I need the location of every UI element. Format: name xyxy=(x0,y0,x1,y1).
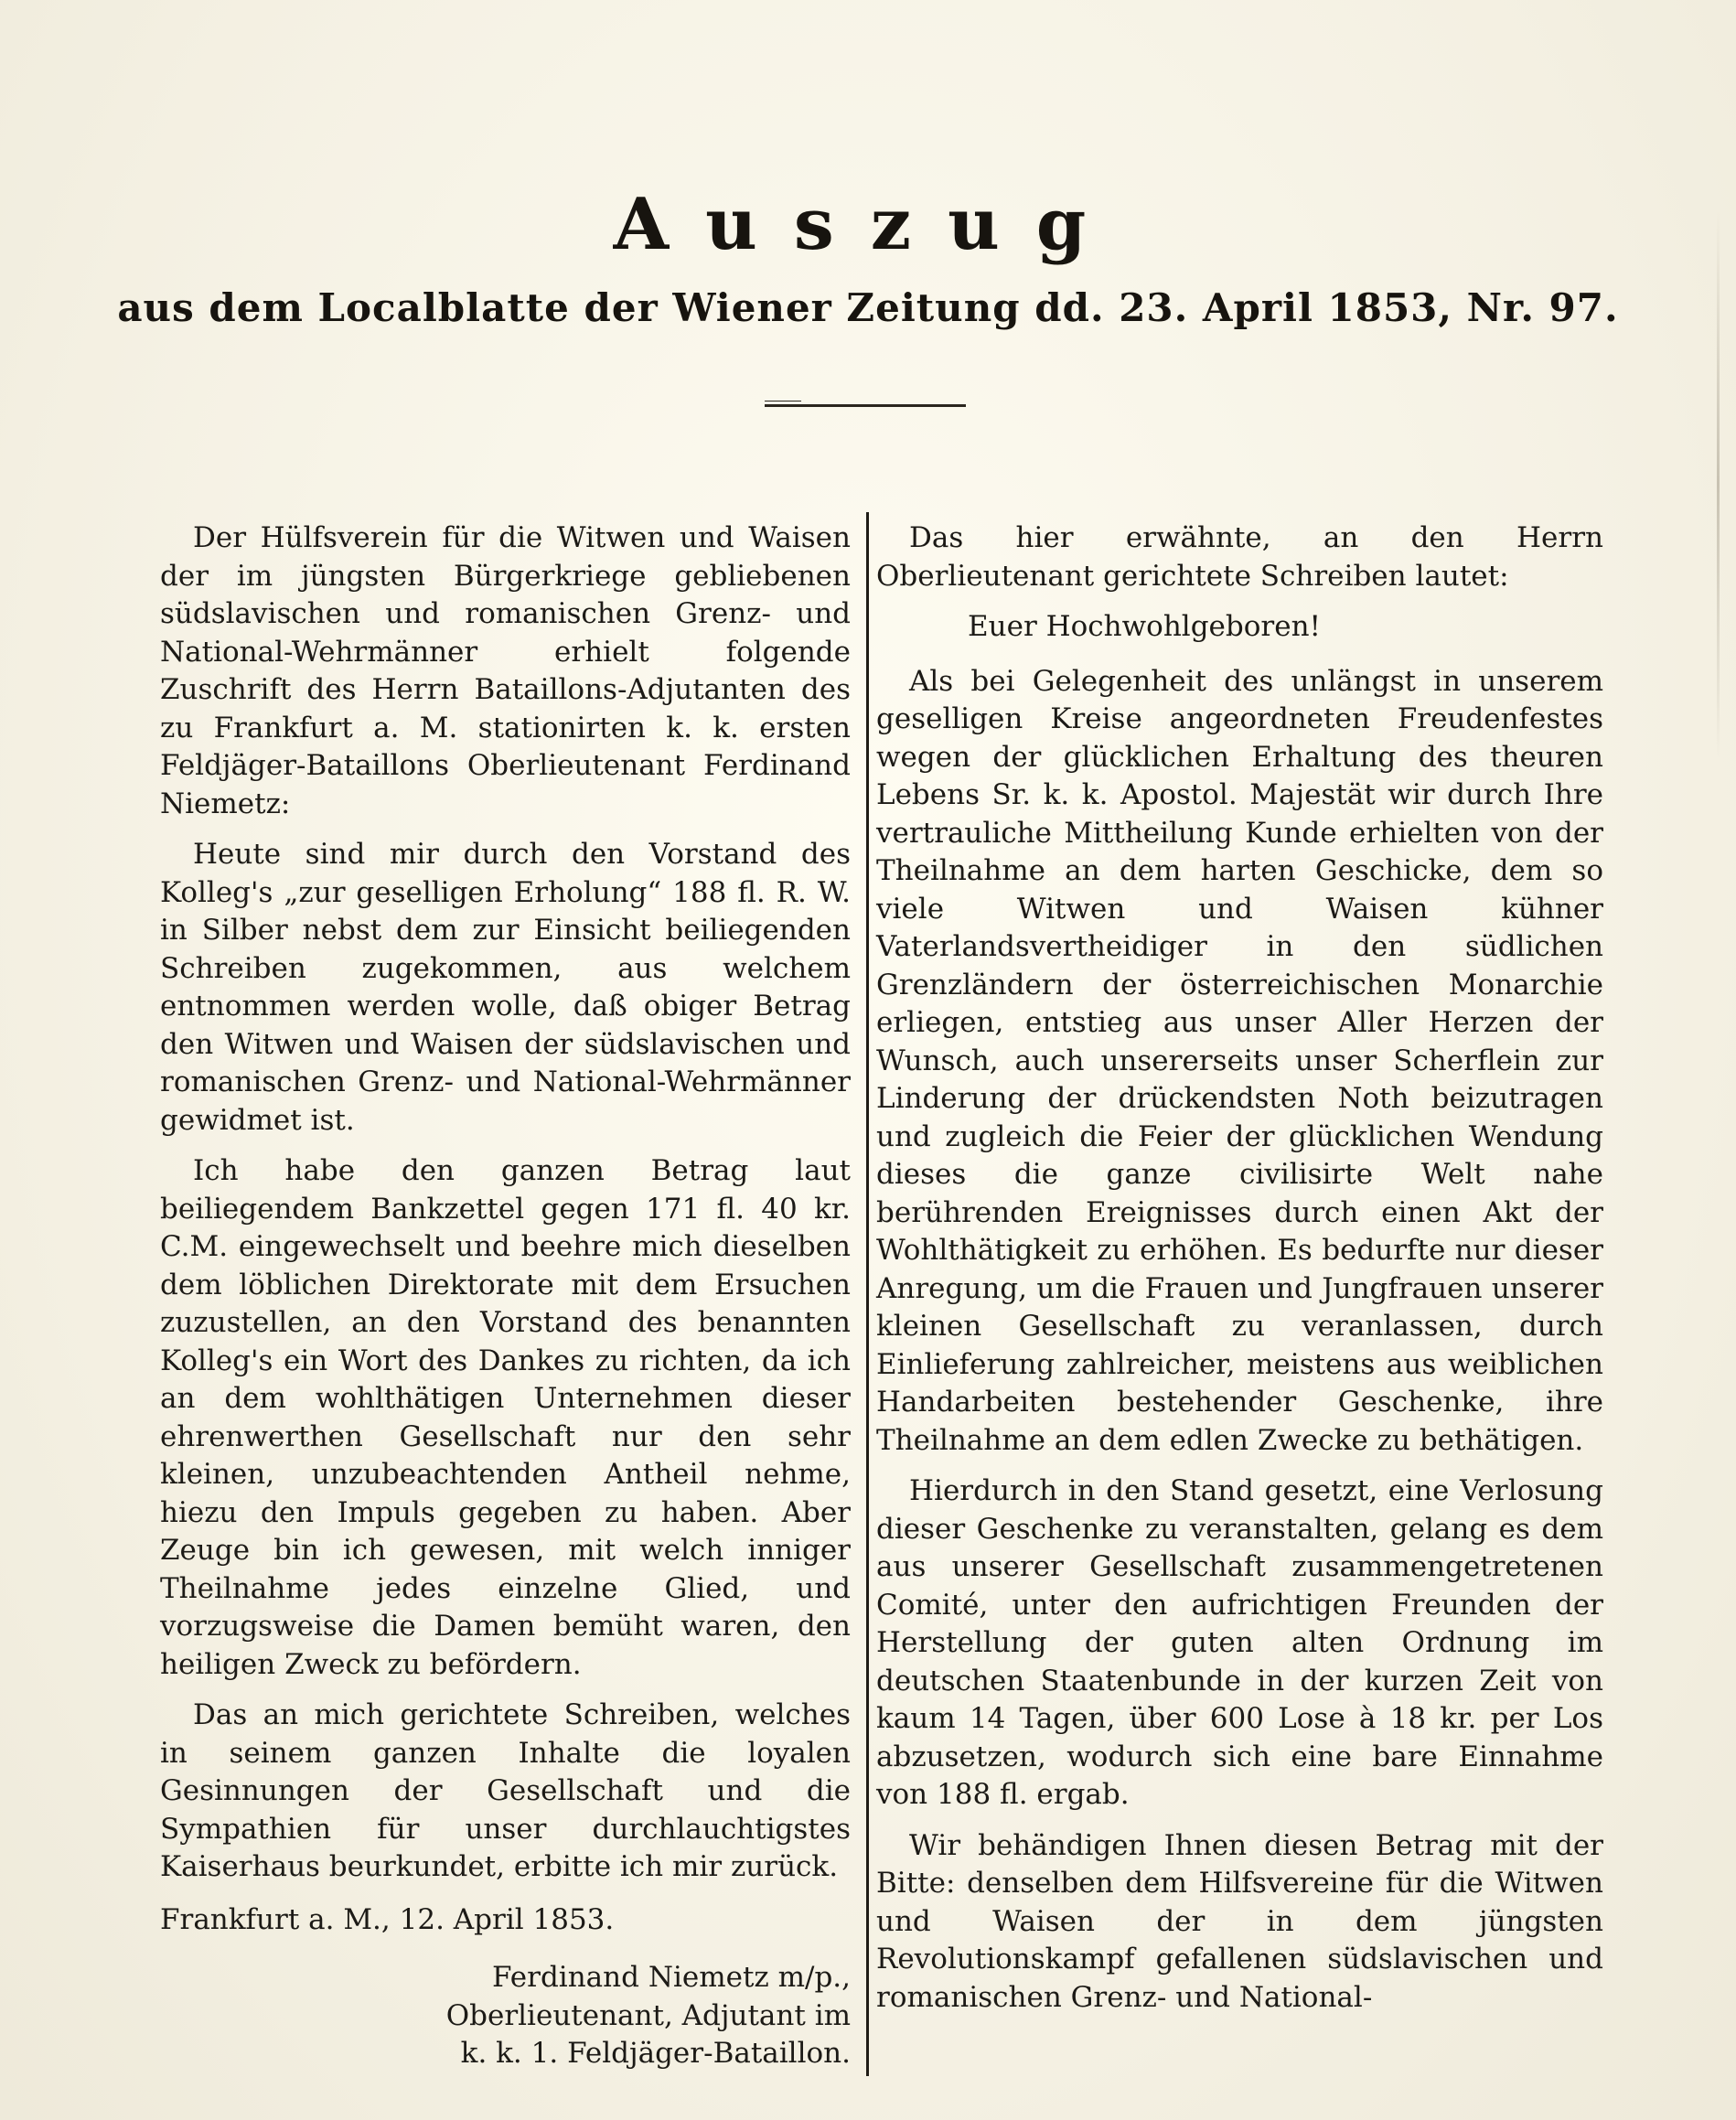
ornament-rule-small xyxy=(765,401,801,402)
right-paragraph-3: Wir behändigen Ihnen diesen Betrag mit der Bitte: denselben dem Hilfsvereine für die Witwen und Waisen der in dem jüngsten Revolutionskampf gefallenen südslavischen und romanischen Grenz- und National- xyxy=(876,1828,1603,2014)
right-intro-paragraph: Das hier erwähnte, an den Herrn Oberlieutenant gerichtete Schreiben lautet: xyxy=(876,521,1603,593)
left-paragraph-2: Ich habe den ganzen Betrag laut beiliegendem Bankzettel gegen 171 fl. 40 kr. C.M. eingewechselt und beehre mich dieselben dem löblichen Direktorate mit dem Ersuchen zuzustellen, an den Vorstand des benannten Kolleg's ein Wort des Dankes zu richten, da ich an dem wohlthätigen Unternehmen dieser ehrenwerthen Gesellschaft nur den sehr kleinen, unzubeachtenden Antheil nehme, hiezu den Impuls gegeben zu haben. Aber Zeuge bin ich gewesen, mit welch inniger Theilnahme jedes einzelne Glied, und vorzugsweise die Damen bemüht waren, den heiligen Zweck zu befördern. xyxy=(160,1154,851,1681)
dateline: Frankfurt a. M., 12. April 1853. xyxy=(160,1902,615,1936)
signature-line-3: k. k. 1. Feldjäger-Bataillon. xyxy=(460,2037,851,2070)
document-subtitle: aus dem Localblatte der Wiener Zeitung dd. 23. April 1853, Nr. 97. xyxy=(117,285,1619,330)
signature-block xyxy=(160,1959,851,2073)
signature-line-2: Oberlieutenant, Adjutant im xyxy=(445,1998,851,2032)
right-column xyxy=(876,519,1603,2029)
left-paragraph-3: Das an mich gerichtete Schreiben, welches in seinem ganzen Inhalte die loyalen Gesinnungen der Gesellschaft und die Sympathien für unser durchlauchtigstes Kaiserhaus beurkundet, erbitte ich mir zurück. xyxy=(160,1698,851,1883)
left-paragraph-1: Heute sind mir durch den Vorstand des Kolleg's „zur geselligen Erholung“ 188 fl. R. W. in Silber nebst dem zur Einsicht beiliegenden Schreiben zugekommen, aus welchem entnommen werden wolle, daß obiger Betrag den Witwen und Waisen der südslavischen und romanischen Grenz- und National-Wehrmänner gewidmet ist. xyxy=(160,838,851,1137)
ornament-rule xyxy=(765,404,966,407)
left-column xyxy=(160,519,851,2073)
left-intro-paragraph: Der Hülfsverein für die Witwen und Waisen der im jüngsten Bürgerkriege gebliebenen südslavischen und romanischen Grenz- und National-Wehrmänner erhielt folgende Zuschrift des Herrn Bataillons-Adjutanten des zu Frankfurt a. M. stationirten k. k. ersten Feldjäger-Bataillons Oberlieutenant Ferdinand Niemetz: xyxy=(160,521,851,820)
document-title: Auszug xyxy=(613,183,1123,266)
right-paragraph-1: Als bei Gelegenheit des unlängst in unserem geselligen Kreise angeordneten Freudenfestes wegen der glücklichen Erhaltung des theuren Lebens Sr. k. k. Apostol. Majestät wir durch Ihre vertrauliche Mittheilung Kunde erhielten von der Theilnahme an dem harten Geschicke, dem so viele Witwen und Waisen kühner Vaterlandsvertheidiger in den südlichen Grenzländern der österreichischen Monarchie erliegen, entstieg aus unser Aller Herzen der Wunsch, auch unsererseits unser Scherflein zur Linderung der drückendsten Noth beizutragen und zugleich die Feier der glücklichen Wendung dieses die ganze civilisirte Welt nahe berührenden Ereignisses durch einen Akt der Wohlthätigkeit zu erhöhen. Es bedurfte nur dieser Anregung, um die Frauen und Jungfrauen unserer kleinen Gesellschaft zu veranlassen, durch Einlieferung zahlreicher, meistens aus weiblichen Handarbeiten bestehender Geschenke, ihre Theilnahme an dem edlen Zwecke zu bethätigen. xyxy=(876,664,1603,1457)
right-paragraph-2: Hierdurch in den Stand gesetzt, eine Verlosung dieser Geschenke zu veranstalten, gelang es dem aus unserer Gesellschaft zusammengetretenen Comité, unter den aufrichtigen Freunden der Herstellung der guten alten Ordnung im deutschen Staatenbunde in der kurzen Zeit von kaum 14 Tagen, über 600 Lose à 18 kr. per Los abzusetzen, wodurch sich eine bare Einnahme von 188 fl. ergab. xyxy=(876,1474,1603,1811)
column-divider xyxy=(866,512,869,2076)
signature-line-1: Ferdinand Niemetz m/p., xyxy=(491,1961,851,1994)
salutation: Euer Hochwohlgeboren! xyxy=(968,610,1322,643)
